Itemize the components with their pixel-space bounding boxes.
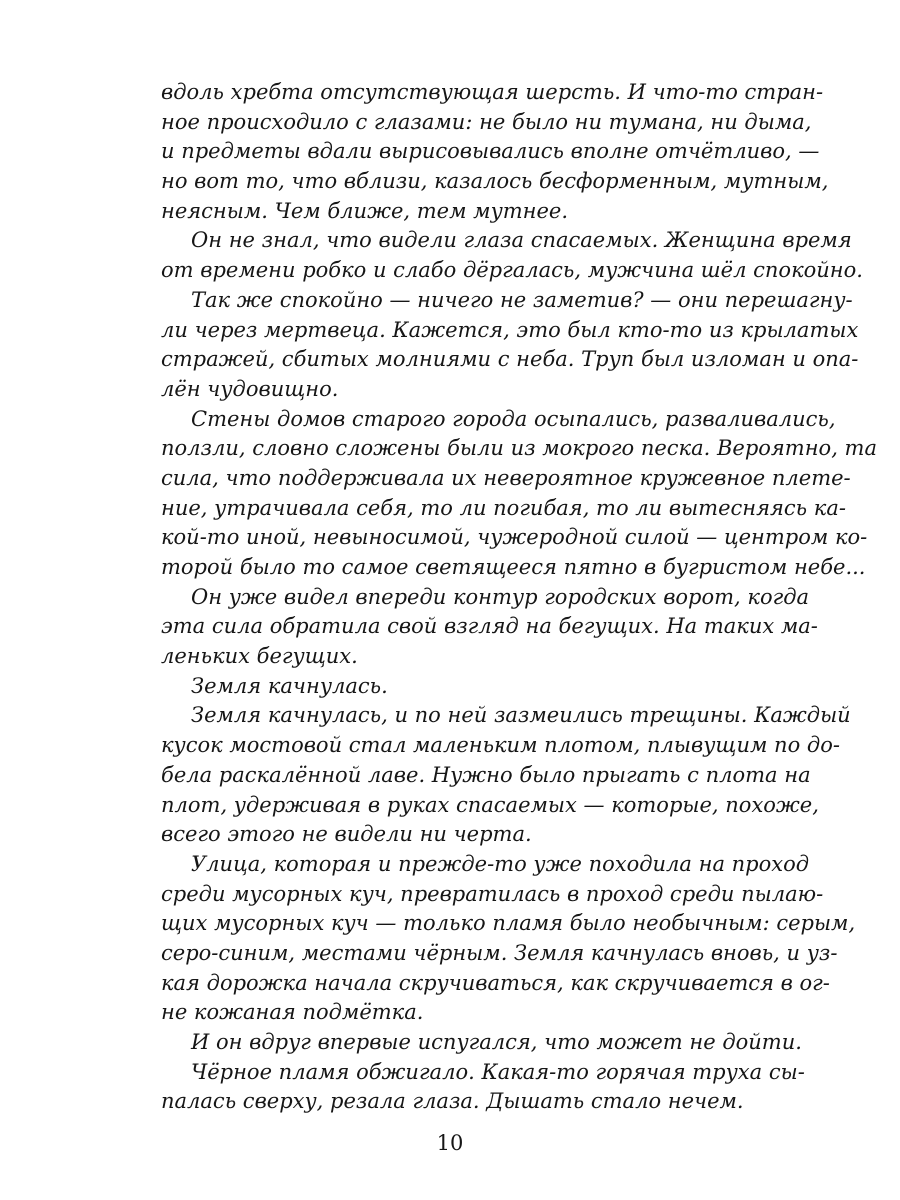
text-line: ние, утрачивала себя, то ли погибая, то ли вытесняясь ка- — [161, 495, 846, 520]
text-line: щих мусорных куч — только пламя было необычным: серым, — [161, 911, 856, 936]
text-line: сила, что поддерживала их невероятное кружевное плете- — [161, 465, 851, 490]
text-line: от времени робко и слабо дёргалась, мужчина шёл спокойно. — [161, 258, 863, 283]
text-line: Улица, которая и прежде-то уже походила на проход — [191, 851, 810, 876]
text-line: ползли, словно сложены были из мокрого песка. Вероятно, та — [161, 436, 877, 461]
text-line: лён чудовищно. — [161, 376, 339, 401]
text-line: Он уже видел впереди контур городских ворот, когда — [191, 584, 810, 609]
text-line: всего этого не видели ни черта. — [161, 822, 532, 847]
text-line: Земля качнулась. — [191, 673, 388, 698]
text-line: серо-синим, местами чёрным. Земля качнулась вновь, и уз- — [161, 940, 838, 965]
text-line: неясным. Чем ближе, тем мутнее. — [161, 198, 569, 223]
text-line: среди мусорных куч, превратилась в проход среди пылаю- — [161, 881, 824, 906]
text-line: торой было то самое светящееся пятно в бугристом небе... — [161, 555, 866, 579]
text-line: кой-то иной, невыносимой, чужеродной силой — центром ко- — [161, 525, 868, 550]
text-line: но вот то, что вблизи, казалось бесформенным, мутным, — [161, 169, 829, 194]
text-line: леньких бегущих. — [161, 644, 358, 669]
page-number: 10 — [436, 1131, 464, 1155]
text-line: Земля качнулась, и по ней зазмеились трещины. Каждый — [191, 703, 851, 728]
text-line: плот, удерживая в руках спасаемых — которые, похоже, — [161, 792, 819, 817]
text-line: бела раскалённой лаве. Нужно было прыгать с плота на — [161, 762, 811, 787]
text-line: И он вдруг впервые испугался, что может не дойти. — [191, 1030, 802, 1054]
text-line: Стены домов старого города осыпались, разваливались, — [191, 406, 836, 431]
text-line: палась сверху, резала глаза. Дышать стало нечем. — [161, 1089, 744, 1114]
text-line: стражей, сбитых молниями с неба. Труп был изломан и опа- — [161, 347, 859, 372]
text-line: Он не знал, что видели глаза спасаемых. Женщина время — [191, 228, 852, 253]
text-line: вдоль хребта отсутствующая шерсть. И что-то стран- — [161, 80, 824, 104]
text-line: кая дорожка начала скручиваться, как скручивается в ог- — [161, 970, 830, 995]
text-line: не кожаная подмётка. — [161, 1000, 424, 1025]
text-line: эта сила обратила свой взгляд на бегущих. На таких ма- — [161, 614, 818, 639]
text-line: ли через мертвеца. Кажется, это был кто-то из крылатых — [161, 317, 859, 342]
text-line: и предметы вдали вырисовывались вполне отчётливо, — — [161, 139, 820, 164]
text-line: кусок мостовой стал маленьким плотом, плывущим по до- — [161, 733, 840, 758]
text-line: Чёрное пламя обжигало. Какая-то горячая труха сы- — [191, 1059, 805, 1084]
body-text — [161, 78, 877, 1117]
text-line: Так же спокойно — ничего не заметив? — они перешагну- — [191, 287, 853, 312]
text-line: ное происходило с глазами: не было ни тумана, ни дыма, — [161, 109, 812, 134]
